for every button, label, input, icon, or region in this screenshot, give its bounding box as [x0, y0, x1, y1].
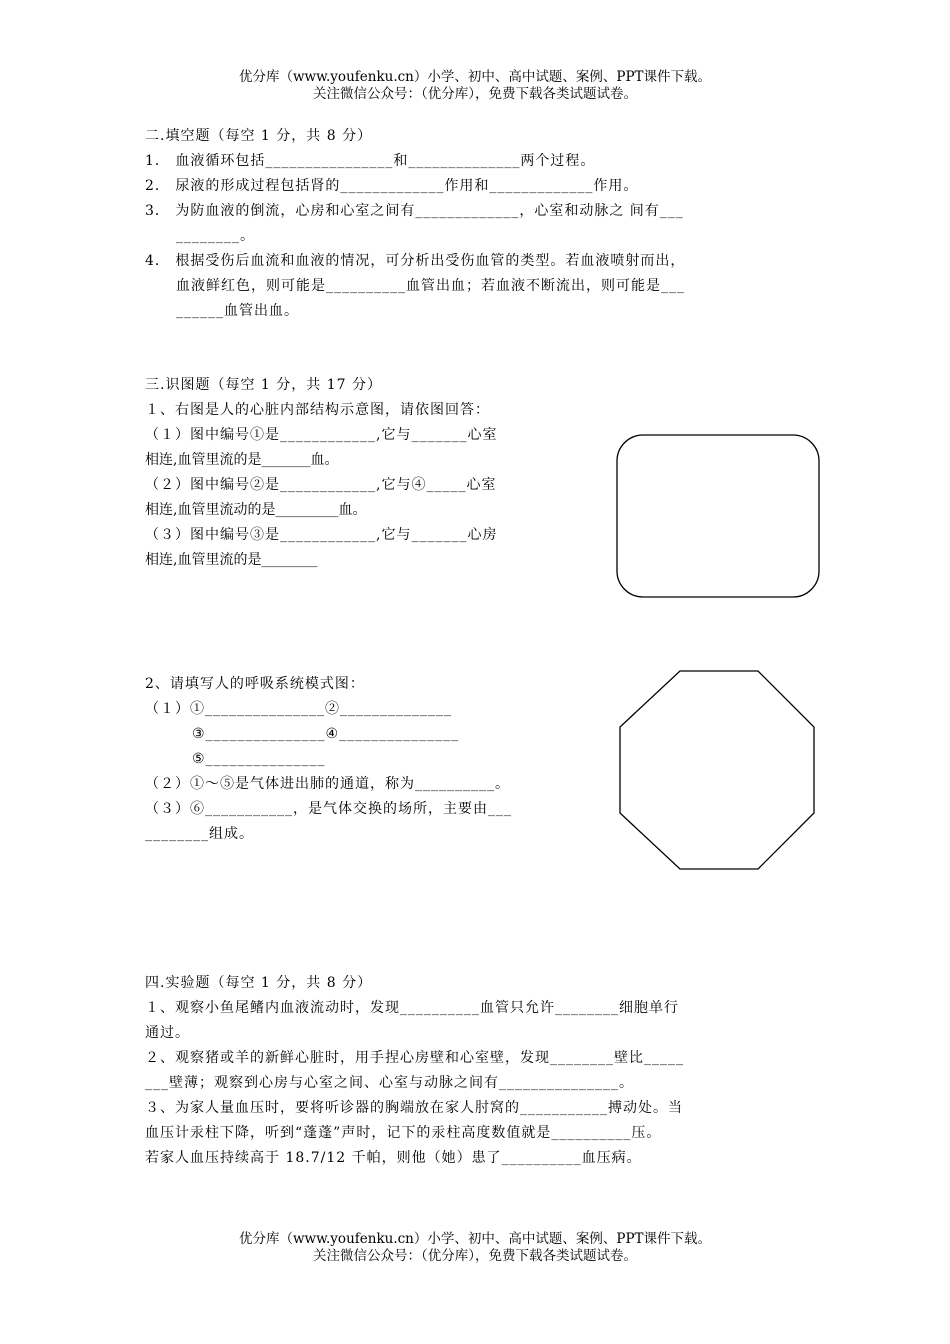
section3-q1-part2-cont: 相连,血管里流动的是_________血。: [145, 502, 367, 518]
section3-q1-part2: （２）图中编号②是____________,它与④_____心室: [145, 477, 497, 493]
header-line-2: 关注微信公众号：（优分库），免费下载各类试题试卷。: [313, 86, 637, 102]
section2-question-1: 1． 血液循环包括________________和______________两个过程。: [145, 153, 596, 169]
section4-question-3-cont2: 若家人血压持续高于 18.7/12 千帕，则他（她）患了__________血压病。: [145, 1150, 642, 1166]
header-line-1: 优分库（www.youfenku.cn）小学、初中、高中试题、案例、PPT课件下载。: [238, 69, 712, 85]
section2-question-3: 3． 为防血液的倒流，心房和心室之间有_____________，心室和动脉之 间有___: [145, 203, 684, 219]
section3-q1-part1-cont: 相连,血管里流的是_______血。: [145, 452, 339, 468]
section4-question-1: １、观察小鱼尾鳍内血液流动时，发现__________血管只允许________细胞单行: [145, 1000, 679, 1016]
section4-question-1-cont: 通过。: [145, 1025, 190, 1041]
section3-q2-part1-row3: ⑤_______________: [192, 751, 326, 767]
section3-title: 三.识图题（每空 1 分，共 17 分）: [145, 377, 382, 393]
footer-line-1: 优分库（www.youfenku.cn）小学、初中、高中试题、案例、PPT课件下载。: [238, 1231, 712, 1247]
section3-q2-part3: （３）⑥___________，是气体交换的场所，主要由___: [145, 801, 512, 817]
section3-q2-intro: 2、请填写人的呼吸系统模式图：: [145, 676, 365, 692]
section4-title: 四.实验题（每空 1 分，共 8 分）: [145, 975, 373, 991]
section2-question-4-cont2: ______血管出血。: [176, 303, 299, 319]
section4-question-3: ３、为家人量血压时，要将听诊器的胸端放在家人肘窝的___________搏动处。当: [145, 1100, 683, 1116]
section3-q2-part2: （２）①～⑤是气体进出肺的通道，称为__________。: [145, 776, 510, 792]
section2-question-4-cont: 血液鲜红色，则可能是__________血管出血；若血液不断流出，则可能是___: [176, 278, 685, 294]
section3-q2-part1: （１）①_______________②______________: [145, 701, 452, 717]
section2-title: 二.填空题（每空 1 分，共 8 分）: [145, 128, 373, 144]
heart-diagram-frame: [612, 430, 824, 602]
section2-question-2: 2． 尿液的形成过程包括肾的_____________作用和_____________作用。: [145, 178, 639, 194]
footer-line-2: 关注微信公众号：（优分库），免费下载各类试题试卷。: [313, 1248, 637, 1264]
section2-question-4: 4． 根据受伤后血流和血液的情况，可分析出受伤血管的类型。若血液喷射而出，: [145, 253, 686, 269]
respiratory-diagram-frame: [612, 665, 834, 877]
section4-question-2-cont: ___壁薄；观察到心房与心室之间、心室与动脉之间有_______________。: [145, 1075, 634, 1091]
section3-q1-part3: （３）图中编号③是____________,它与_______心房: [145, 527, 498, 543]
section4-question-2: ２、观察猪或羊的新鲜心脏时，用手捏心房壁和心室壁，发现________壁比_____: [145, 1050, 684, 1066]
section4-question-3-cont: 血压计汞柱下降，听到“蓬蓬”声时，记下的汞柱高度数值就是__________压。: [145, 1125, 662, 1141]
section3-q1-intro: １、右图是人的心脏内部结构示意图，请依图回答：: [145, 402, 490, 418]
section3-q2-part3-cont: ________组成。: [145, 826, 254, 842]
section3-q1-part3-cont: 相连,血管里流的是________: [145, 552, 318, 568]
section3-q1-part1: （１）图中编号①是____________,它与_______心室: [145, 427, 498, 443]
section3-q2-part1-row2: ③_______________④_______________: [192, 726, 460, 742]
section2-question-3-cont: ________。: [176, 228, 255, 244]
